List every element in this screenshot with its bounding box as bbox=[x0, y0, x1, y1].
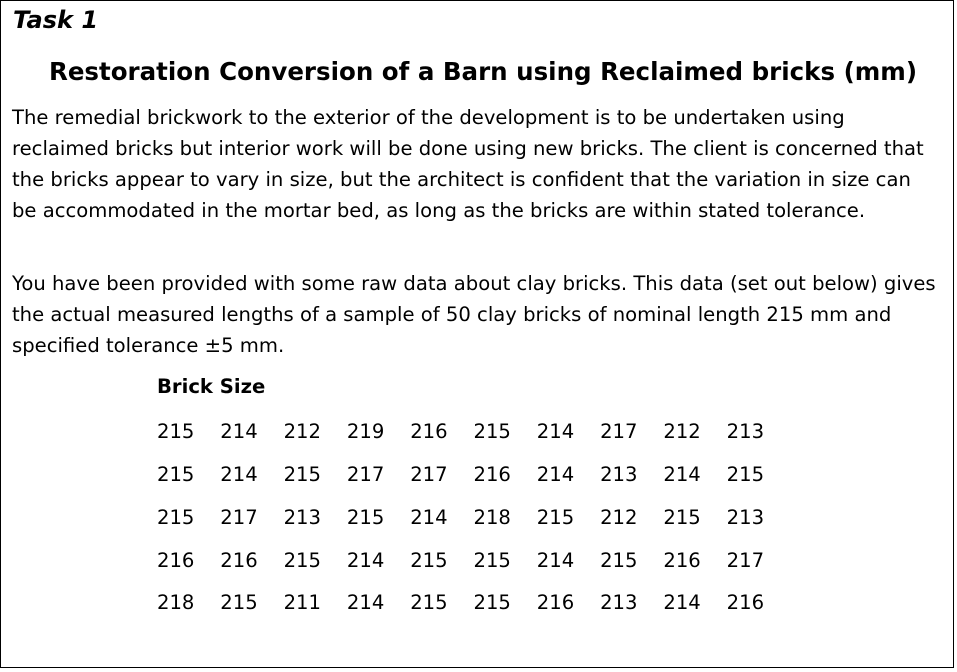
table-cell: 219 bbox=[346, 420, 385, 444]
table-cell: 215 bbox=[220, 591, 258, 615]
table-cell: 216 bbox=[157, 548, 195, 572]
table-cell: 218 bbox=[473, 505, 511, 529]
table-cell: 214 bbox=[220, 463, 258, 487]
table-cell: 215 bbox=[157, 463, 195, 487]
table-cell: 215 bbox=[663, 505, 701, 529]
table-cell: 215 bbox=[473, 420, 511, 444]
table-cell: 215 bbox=[726, 463, 765, 487]
table-cell: 216 bbox=[536, 591, 575, 615]
page-title: Restoration Conversion of a Barn using Reclaimed bricks (mm) bbox=[48, 57, 918, 86]
table-heading: Brick Size bbox=[157, 375, 266, 398]
table-cell: 217 bbox=[346, 463, 385, 487]
table-cell: 214 bbox=[410, 505, 448, 529]
table-row bbox=[157, 582, 790, 625]
table-cell: 215 bbox=[283, 463, 321, 487]
table-cell: 213 bbox=[600, 463, 638, 487]
table-cell: 217 bbox=[600, 420, 638, 444]
table-cell: 217 bbox=[726, 548, 765, 572]
table-cell: 212 bbox=[600, 505, 638, 529]
brick-size-table bbox=[157, 411, 790, 625]
table-cell: 215 bbox=[157, 505, 195, 529]
table-row bbox=[157, 411, 790, 454]
table-cell: 214 bbox=[346, 548, 385, 572]
table-cell: 215 bbox=[536, 505, 575, 529]
table-cell: 213 bbox=[726, 505, 765, 529]
table-cell: 215 bbox=[410, 591, 448, 615]
table-cell: 213 bbox=[600, 591, 638, 615]
table-row bbox=[157, 454, 790, 497]
table-cell: 213 bbox=[283, 505, 321, 529]
table-cell: 215 bbox=[410, 548, 448, 572]
table-cell: 215 bbox=[283, 548, 321, 572]
table-cell: 214 bbox=[220, 420, 258, 444]
task-label: Task 1 bbox=[13, 6, 99, 34]
table-cell: 218 bbox=[157, 591, 195, 615]
intro-paragraph: The remedial brickwork to the exterior of the development is to be undertaken using reclaimed bricks but interior work will be done using new bricks. The client is concerned that the bricks appear to vary in size, but the architect is confident that the variation in size can be accommodated in the mortar bed, as long as the bricks are within stated tolerance. bbox=[12, 106, 924, 222]
table-cell: 216 bbox=[220, 548, 258, 572]
table-cell: 217 bbox=[410, 463, 448, 487]
table-cell: 214 bbox=[663, 591, 701, 615]
table-cell: 216 bbox=[410, 420, 448, 444]
brick-size-table-body bbox=[157, 411, 790, 625]
table-cell: 213 bbox=[726, 420, 765, 444]
table-cell: 212 bbox=[663, 420, 701, 444]
table-cell: 214 bbox=[536, 420, 575, 444]
table-cell: 216 bbox=[473, 463, 511, 487]
data-description-paragraph: You have been provided with some raw data about clay bricks. This data (set out below) gives the actual measured lengths of a sample of 50 clay bricks of nominal length 215 mm and specified tolerance ±5 mm. bbox=[12, 272, 936, 357]
table-row bbox=[157, 497, 790, 540]
table-cell: 214 bbox=[536, 463, 575, 487]
table-cell: 212 bbox=[283, 420, 321, 444]
table-cell: 215 bbox=[473, 591, 511, 615]
table-cell: 214 bbox=[346, 591, 385, 615]
table-cell: 215 bbox=[473, 548, 511, 572]
table-cell: 217 bbox=[220, 505, 258, 529]
table-cell: 216 bbox=[663, 548, 701, 572]
table-cell: 216 bbox=[726, 591, 765, 615]
table-cell: 215 bbox=[157, 420, 195, 444]
table-cell: 214 bbox=[536, 548, 575, 572]
table-cell: 215 bbox=[600, 548, 638, 572]
table-row bbox=[157, 539, 790, 582]
table-cell: 214 bbox=[663, 463, 701, 487]
table-cell: 211 bbox=[283, 591, 321, 615]
table-cell: 215 bbox=[346, 505, 385, 529]
